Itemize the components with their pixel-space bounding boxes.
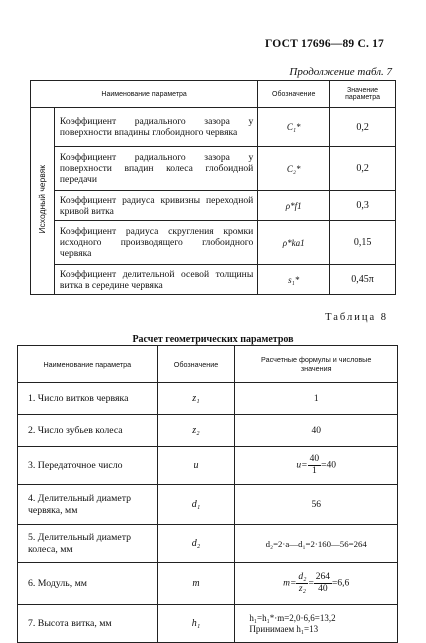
param-formula: 56 (235, 485, 398, 525)
param-symbol: z₁ (157, 383, 235, 415)
fraction-numerator: 40 (309, 454, 320, 464)
param-name: Коэффициент радиуса скругления кромки исходного производящего глобоидного червяка (54, 221, 257, 265)
param-name: Коэффициент радиального зазора у поверхности впадин колеса глобоидной передачи (54, 147, 257, 191)
table-row (18, 447, 398, 485)
param-name: 5. Делительный диаметр колеса, мм (18, 525, 158, 563)
table-row (18, 563, 398, 605)
fraction-denominator: 40 (318, 584, 328, 594)
table-7 (30, 80, 396, 295)
group-label-cell (31, 108, 55, 295)
fraction (314, 572, 332, 595)
col-header-name: Наименование параметра (18, 346, 158, 383)
table-row (31, 108, 396, 147)
table-row (18, 383, 398, 415)
param-formula: 40 (235, 415, 398, 447)
fraction-numerator: 264 (315, 572, 331, 582)
col-header-symbol: Обозначение (157, 346, 235, 383)
param-symbol: d₁ (157, 485, 235, 525)
param-name: 3. Передаточное число (18, 447, 158, 485)
table-8 (17, 345, 398, 643)
table-row (31, 221, 396, 265)
param-symbol: u (157, 447, 235, 485)
table-row (18, 485, 398, 525)
param-formula: d₂=2·a—d₁=2·160—56=264 (235, 525, 398, 563)
fraction-denominator: 1 (311, 466, 317, 476)
fraction (308, 454, 322, 477)
param-name: 1. Число витков червяка (18, 383, 158, 415)
param-name: 6. Модуль, мм (18, 563, 158, 605)
param-symbol: m (157, 563, 235, 605)
table-row (31, 265, 396, 295)
param-formula (235, 447, 398, 485)
param-value: 0,2 (330, 108, 396, 147)
table-8-label: Таблица 8 (325, 312, 388, 323)
table-row (31, 191, 396, 221)
formula-lhs: u= (296, 460, 308, 471)
param-name: Коэффициент делительной осевой толщины витка в середине червяка (54, 265, 257, 295)
formula-rhs: =40 (321, 460, 336, 471)
param-value: 0,45π (330, 265, 396, 295)
table-row (18, 605, 398, 643)
param-name: Коэффициент радиального зазора у поверхности впадины глобоидного червяка (54, 108, 257, 147)
param-value: 0,3 (330, 191, 396, 221)
formula-rhs: =6,6 (332, 578, 350, 589)
param-name: 4. Делительный диаметр червяка, мм (18, 485, 158, 525)
fraction-denominator: z₂ (298, 584, 306, 594)
table-continuation-label: Продолжение табл. 7 (289, 66, 392, 78)
table-row (31, 147, 396, 191)
param-symbol: C₂* (258, 147, 330, 191)
col-header-value: Значение параметра (330, 81, 396, 108)
fraction (296, 572, 308, 595)
param-name: 2. Число зубьев колеса (18, 415, 158, 447)
formula-lhs: m= (283, 578, 297, 589)
table-row (18, 525, 398, 563)
formula-line: h₁=h₁*·m=2,0·6,6=13,2 (249, 612, 336, 623)
col-header-formula: Расчетные формулы и числовые значения (235, 346, 398, 383)
formula-equals: = (308, 578, 314, 589)
param-formula (235, 563, 398, 605)
param-value: 0,15 (330, 221, 396, 265)
param-name: 7. Высота витка, мм (18, 605, 158, 643)
col-header-symbol: Обозначение (258, 81, 330, 108)
formula-line: Принимаем h₁=13 (249, 623, 319, 634)
param-value: 0,2 (330, 147, 396, 191)
table-row (18, 415, 398, 447)
param-symbol: s₁* (258, 265, 330, 295)
param-symbol: h₁ (157, 605, 235, 643)
param-symbol: ρ*f1 (258, 191, 330, 221)
table-8-header-row (18, 346, 398, 383)
param-symbol: z₂ (157, 415, 235, 447)
col-header-name: Наименование параметра (31, 81, 258, 108)
param-formula: 1 (235, 383, 398, 415)
page-header: ГОСТ 17696—89 С. 17 (265, 38, 384, 50)
group-label: Исходный червяк (37, 165, 48, 234)
table-8-title: Расчет геометрических параметров (132, 334, 294, 345)
param-symbol: C₁* (258, 108, 330, 147)
fraction-numerator: d₂ (298, 572, 307, 582)
param-name: Коэффициент радиуса кривизны переходной кривой витка (54, 191, 257, 221)
param-symbol: d₂ (157, 525, 235, 563)
table-7-header-row (31, 81, 396, 108)
param-formula (235, 605, 398, 643)
param-symbol: ρ*ka1 (258, 221, 330, 265)
